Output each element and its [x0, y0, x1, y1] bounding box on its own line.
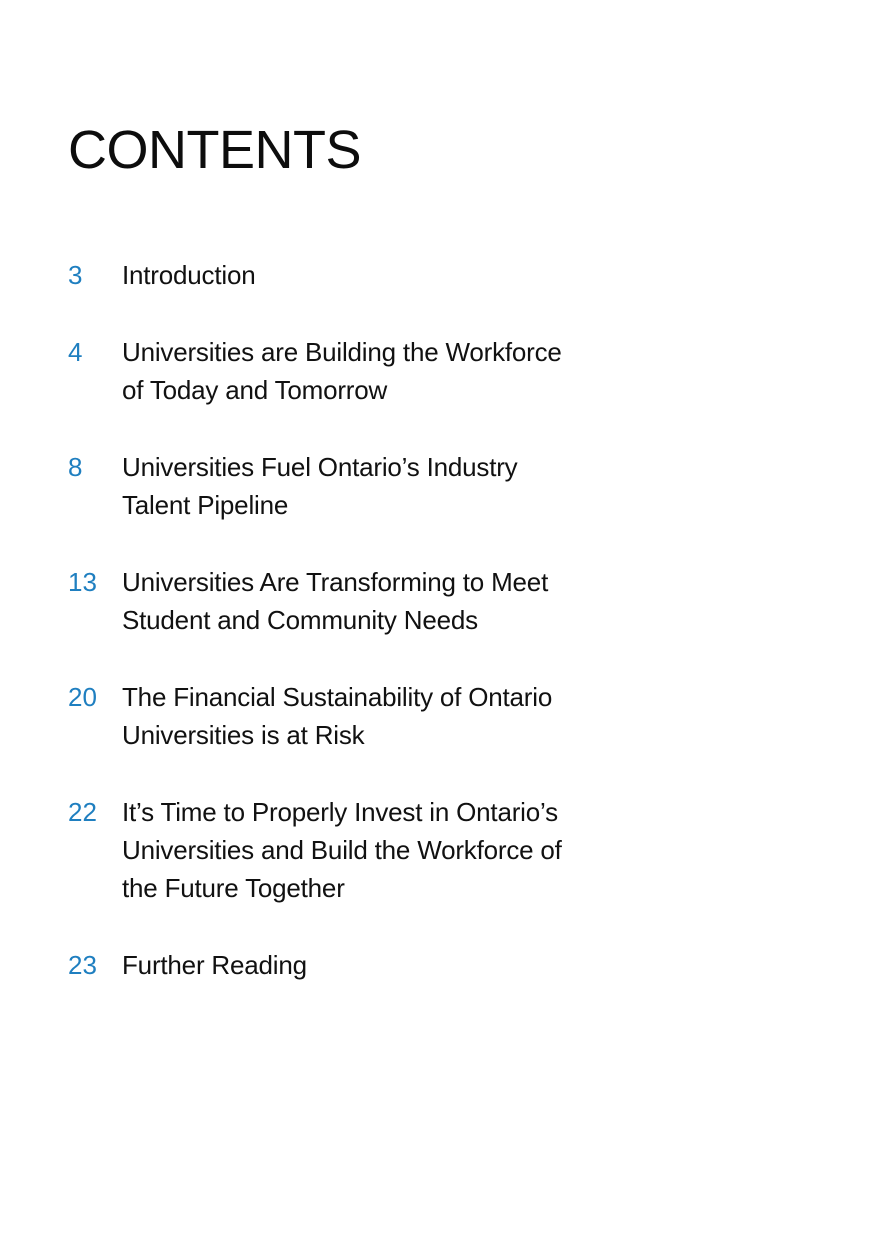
toc-entry-title: [122, 946, 307, 984]
toc-entry-title: [122, 333, 562, 409]
toc-entry-title: [122, 678, 552, 754]
toc-title-line: Introduction: [122, 260, 256, 290]
toc-entry-financial-sustainability[interactable]: [68, 678, 688, 754]
toc-title-line: Student and Community Needs: [122, 605, 478, 635]
page-title: CONTENTS: [68, 120, 361, 180]
toc-entry-further-reading[interactable]: [68, 946, 688, 984]
toc-title-line: Universities are Building the Workforce: [122, 337, 562, 367]
toc-entry-building-workforce[interactable]: [68, 333, 688, 409]
toc-title-line: Universities is at Risk: [122, 720, 365, 750]
table-of-contents: [68, 256, 688, 1023]
toc-title-line: The Financial Sustainability of Ontario: [122, 682, 553, 712]
toc-entry-introduction[interactable]: [68, 256, 688, 294]
toc-page-number: 20: [68, 682, 97, 712]
toc-entry-title: [122, 793, 562, 907]
toc-page-number: 3: [68, 260, 83, 290]
toc-entry-title: [122, 256, 255, 294]
toc-title-line: the Future Together: [122, 873, 345, 903]
toc-title-line: It’s Time to Properly Invest in Ontario’s: [122, 797, 558, 827]
toc-page-number: 23: [68, 950, 97, 980]
toc-page-number: 22: [68, 797, 97, 827]
toc-title-line: Talent Pipeline: [122, 490, 289, 520]
toc-title-line: Universities Are Transforming to Meet: [122, 567, 549, 597]
toc-entry-invest[interactable]: [68, 793, 688, 907]
toc-entry-title: [122, 448, 517, 524]
toc-title-line: of Today and Tomorrow: [122, 375, 388, 405]
toc-page-number: 13: [68, 567, 97, 597]
toc-entry-transforming[interactable]: [68, 563, 688, 639]
toc-title-line: Universities Fuel Ontario’s Industry: [122, 452, 518, 482]
toc-page-number: 8: [68, 452, 83, 482]
toc-entry-title: [122, 563, 548, 639]
toc-entry-talent-pipeline[interactable]: [68, 448, 688, 524]
toc-title-line: Further Reading: [122, 950, 307, 980]
toc-page-number: 4: [68, 337, 83, 367]
toc-title-line: Universities and Build the Workforce of: [122, 835, 562, 865]
